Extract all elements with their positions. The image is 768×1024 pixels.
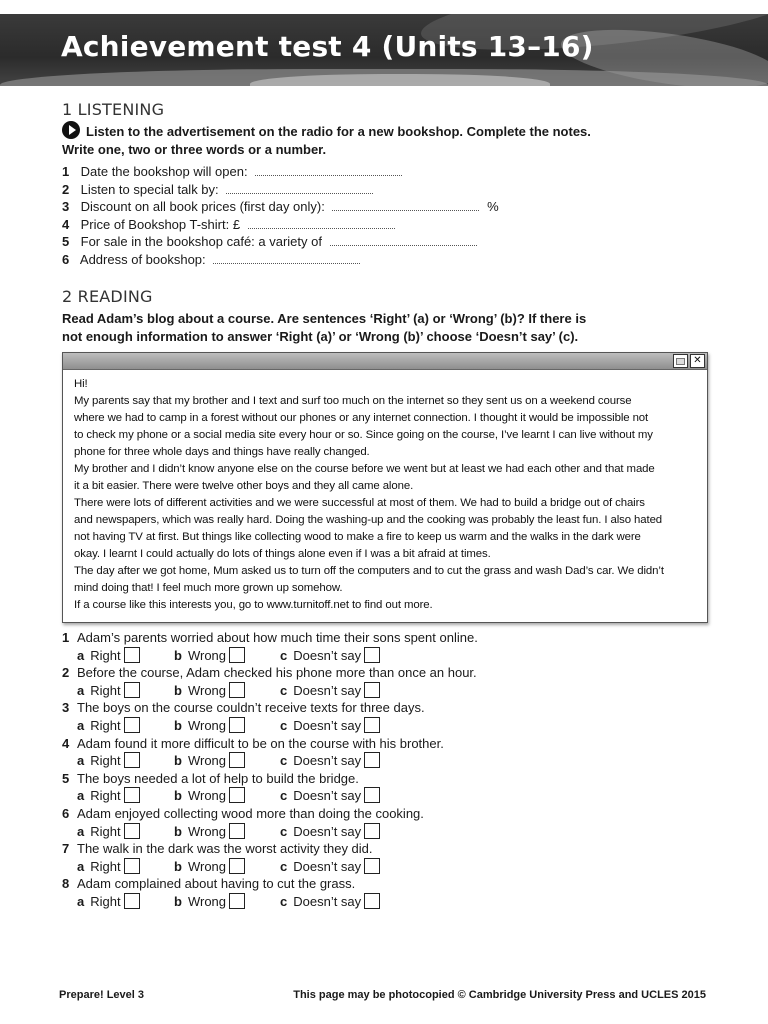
- wrong-checkbox[interactable]: [229, 647, 245, 663]
- doesnt-say-checkbox[interactable]: [364, 787, 380, 803]
- option-label: Wrong: [187, 717, 227, 733]
- wrong-checkbox[interactable]: [229, 717, 245, 733]
- option-letter: b: [174, 858, 182, 874]
- option-letter: c: [280, 788, 288, 804]
- option-label: Wrong: [187, 823, 227, 839]
- option-label: Doesn’t say: [293, 788, 362, 804]
- question-text: Adam complained about having to cut the grass.: [77, 876, 356, 892]
- note-number: 4: [62, 216, 70, 232]
- question-line: [62, 805, 478, 823]
- note-number: 6: [62, 251, 70, 267]
- option-letter: c: [280, 893, 288, 909]
- reading-instructions: [62, 310, 622, 346]
- question-line: [62, 699, 478, 717]
- blog-line: okay. I learnt I could actually do lots of things alone even if I was a bit afraid at times.: [74, 548, 491, 560]
- option-letter: a: [77, 893, 85, 909]
- question-text: The boys needed a lot of help to build the bridge.: [77, 770, 359, 786]
- reading-questions: [62, 629, 478, 911]
- blog-line: and newspapers, which was really hard. Doing the washing-up and the cooking was probably the least fun. I also hated: [74, 514, 663, 526]
- option-label: Right: [90, 753, 121, 769]
- option-right[interactable]: [77, 787, 140, 805]
- question-number: 4: [62, 735, 70, 751]
- option-letter: b: [174, 753, 182, 769]
- note-number: 2: [62, 181, 70, 197]
- answer-blank[interactable]: [248, 218, 395, 229]
- note-row: [62, 181, 499, 199]
- option-label: Doesn’t say: [293, 858, 362, 874]
- blog-line: The day after we got home, Mum asked us to turn off the computers and to cut the grass and wash Dad’s car. We didn’t: [74, 565, 664, 577]
- option-right[interactable]: [77, 858, 140, 876]
- right-checkbox[interactable]: [124, 893, 140, 909]
- blog-line: If a course like this interests you, go to www.turnitoff.net to find out more.: [74, 599, 433, 611]
- answer-options: [62, 647, 478, 665]
- question-text: Adam enjoyed collecting wood more than doing the cooking.: [77, 805, 424, 821]
- doesnt-say-checkbox[interactable]: [364, 752, 380, 768]
- question-number: 1: [62, 630, 70, 645]
- option-letter: b: [174, 788, 182, 804]
- question-text: Before the course, Adam checked his phone more than once an hour.: [77, 665, 477, 681]
- listening-instructions: [62, 121, 622, 159]
- option-label: Doesn’t say: [293, 753, 362, 769]
- answer-options: [62, 823, 478, 841]
- option-doesnt-say[interactable]: [280, 647, 380, 665]
- option-doesnt-say[interactable]: [280, 717, 380, 735]
- blog-window-titlebar: [63, 353, 707, 370]
- doesnt-say-checkbox[interactable]: [364, 893, 380, 909]
- question-item: [62, 805, 478, 840]
- right-checkbox[interactable]: [124, 752, 140, 768]
- doesnt-say-checkbox[interactable]: [364, 823, 380, 839]
- option-label: Wrong: [187, 647, 227, 663]
- option-letter: c: [280, 717, 288, 733]
- reading-instruction-line-2: not enough information to answer ‘Right (a)’ or ‘Wrong (b)’ choose ‘Doesn’t say’ (c).: [62, 329, 579, 344]
- option-label: Wrong: [187, 893, 227, 909]
- option-wrong[interactable]: [174, 787, 245, 805]
- listening-instruction-line-2: Write one, two or three words or a number.: [62, 142, 327, 157]
- blog-line: Hi!: [74, 378, 88, 390]
- right-checkbox[interactable]: [124, 858, 140, 874]
- option-letter: a: [77, 788, 85, 804]
- listening-instruction-line-1: Listen to the advertisement on the radio for a new bookshop. Complete the notes.: [86, 124, 591, 139]
- option-doesnt-say[interactable]: [280, 752, 380, 770]
- page-top-margin: [0, 0, 768, 14]
- question-text: Adam’s parents worried about how much time their sons spent online.: [77, 630, 478, 645]
- answer-options: [62, 787, 478, 805]
- blog-line: phone for three whole days and things have really changed.: [74, 446, 370, 458]
- note-row: [62, 163, 499, 181]
- doesnt-say-checkbox[interactable]: [364, 858, 380, 874]
- option-label: Wrong: [187, 753, 227, 769]
- doesnt-say-checkbox[interactable]: [364, 682, 380, 698]
- note-row: [62, 233, 499, 251]
- option-label: Right: [90, 717, 121, 733]
- question-item: [62, 699, 478, 734]
- right-checkbox[interactable]: [124, 647, 140, 663]
- note-text: For sale in the bookshop café: a variety of: [80, 234, 322, 250]
- listening-heading: 1 LISTENING: [62, 100, 165, 119]
- option-label: Wrong: [187, 682, 227, 698]
- question-number: 2: [62, 665, 70, 681]
- option-right[interactable]: [77, 823, 140, 841]
- question-text: The boys on the course couldn’t receive texts for three days.: [77, 700, 425, 716]
- question-item: [62, 875, 478, 910]
- question-line: [62, 840, 478, 858]
- option-letter: c: [280, 858, 288, 874]
- answer-options: [62, 858, 478, 876]
- question-line: [62, 664, 478, 682]
- question-text: Adam found it more difficult to be on the course with his brother.: [77, 735, 444, 751]
- note-number: 1: [62, 164, 70, 179]
- answer-options: [62, 717, 478, 735]
- answer-blank[interactable]: [330, 235, 477, 246]
- question-item: [62, 664, 478, 699]
- option-right[interactable]: [77, 647, 140, 665]
- wrong-checkbox[interactable]: [229, 893, 245, 909]
- option-wrong[interactable]: [174, 858, 245, 876]
- option-letter: c: [280, 682, 288, 698]
- banner-brush-stroke: [250, 74, 550, 86]
- note-text: Date the bookshop will open:: [80, 164, 248, 179]
- wrong-checkbox[interactable]: [229, 682, 245, 698]
- option-wrong[interactable]: [174, 682, 245, 700]
- option-label: Wrong: [187, 858, 227, 874]
- blog-line: My parents say that my brother and I text and surf too much on the internet so they sent us on a weekend course: [74, 395, 632, 407]
- right-checkbox[interactable]: [124, 787, 140, 803]
- option-doesnt-say[interactable]: [280, 787, 380, 805]
- option-doesnt-say[interactable]: [280, 893, 380, 911]
- option-letter: c: [280, 647, 288, 663]
- blog-line: where we had to camp in a forest without our phones or any internet connection. I thought it would be impossible not: [74, 412, 649, 424]
- reading-instruction-line-1: Read Adam’s blog about a course. Are sentences ‘Right’ (a) or ‘Wrong’ (b)? If there is: [62, 311, 587, 326]
- blog-window: [62, 352, 708, 623]
- answer-blank[interactable]: [255, 165, 402, 176]
- reading-heading: 2 READING: [62, 287, 153, 306]
- note-number: 3: [62, 199, 70, 215]
- option-label: Doesn’t say: [293, 647, 362, 663]
- option-letter: c: [280, 823, 288, 839]
- option-wrong[interactable]: [174, 752, 245, 770]
- doesnt-say-checkbox[interactable]: [364, 647, 380, 663]
- option-label: Doesn’t say: [293, 717, 362, 733]
- option-label: Right: [90, 647, 121, 663]
- option-letter: a: [77, 753, 85, 769]
- option-right[interactable]: [77, 752, 140, 770]
- question-line: [62, 735, 478, 753]
- doesnt-say-checkbox[interactable]: [364, 717, 380, 733]
- question-number: 6: [62, 805, 70, 821]
- right-checkbox[interactable]: [124, 717, 140, 733]
- option-letter: c: [280, 753, 288, 769]
- option-label: Right: [90, 893, 121, 909]
- note-row: [62, 251, 499, 269]
- option-label: Right: [90, 788, 121, 804]
- note-text: Listen to special talk by:: [80, 181, 219, 197]
- question-line: [62, 629, 478, 647]
- option-wrong[interactable]: [174, 823, 245, 841]
- page-title: Achievement test 4 (Units 13–16): [61, 30, 594, 63]
- question-line: [62, 770, 478, 788]
- wrong-checkbox[interactable]: [229, 858, 245, 874]
- option-label: Doesn’t say: [293, 893, 362, 909]
- blog-line: My brother and I didn’t know anyone else on the course before we went but at least we had each other and that made: [74, 463, 655, 475]
- note-row: [62, 198, 499, 216]
- option-letter: b: [174, 682, 182, 698]
- question-item: [62, 629, 478, 664]
- answer-options: [62, 682, 478, 700]
- option-doesnt-say[interactable]: [280, 823, 380, 841]
- right-checkbox[interactable]: [124, 682, 140, 698]
- note-text: Discount on all book prices (first day only):: [80, 199, 325, 215]
- option-letter: a: [77, 858, 85, 874]
- note-text: Address of bookshop:: [79, 251, 206, 267]
- option-doesnt-say[interactable]: [280, 858, 380, 876]
- option-label: Doesn’t say: [293, 682, 362, 698]
- option-letter: b: [174, 893, 182, 909]
- footer-level: Prepare! Level 3: [59, 989, 144, 1001]
- option-label: Right: [90, 682, 121, 698]
- question-number: 5: [62, 770, 70, 786]
- blog-line: There were lots of different activities and we were successful at most of them. We had to build a bridge out of chairs: [74, 497, 645, 509]
- option-letter: a: [77, 647, 85, 663]
- blog-text: [63, 370, 707, 614]
- answer-blank[interactable]: [213, 253, 360, 264]
- blog-line: not having TV at first. But things like collecting wood to make a fire to keep us warm and the walks in the dark were: [74, 531, 641, 543]
- answer-blank[interactable]: [332, 200, 479, 211]
- question-number: 7: [62, 841, 70, 857]
- option-right[interactable]: [77, 893, 140, 911]
- listening-notes: [62, 163, 499, 269]
- note-number: 5: [62, 234, 70, 250]
- wrong-checkbox[interactable]: [229, 823, 245, 839]
- option-letter: b: [174, 823, 182, 839]
- option-right[interactable]: [77, 682, 140, 700]
- right-checkbox[interactable]: [124, 823, 140, 839]
- option-wrong[interactable]: [174, 647, 245, 665]
- question-item: [62, 840, 478, 875]
- question-item: [62, 770, 478, 805]
- option-wrong[interactable]: [174, 717, 245, 735]
- note-text: Price of Bookshop T-shirt: £: [80, 216, 241, 232]
- option-right[interactable]: [77, 717, 140, 735]
- question-number: 3: [62, 700, 70, 716]
- option-label: Right: [90, 823, 121, 839]
- note-row: [62, 216, 499, 234]
- answer-options: [62, 893, 478, 911]
- answer-options: [62, 752, 478, 770]
- option-letter: a: [77, 823, 85, 839]
- blog-line: mind doing that! I feel much more grown up somehow.: [74, 582, 343, 594]
- option-letter: b: [174, 717, 182, 733]
- option-label: Doesn’t say: [293, 823, 362, 839]
- note-suffix: %: [487, 199, 499, 215]
- wrong-checkbox[interactable]: [229, 787, 245, 803]
- footer-copyright: This page may be photocopied © Cambridge University Press and UCLES 2015: [293, 989, 706, 1001]
- blog-line: to check my phone or a social media site every hour or so. Since going on the course, I’ve learnt I can live without my: [74, 429, 653, 441]
- option-letter: a: [77, 717, 85, 733]
- question-text: The walk in the dark was the worst activity they did.: [77, 841, 373, 857]
- header-banner: [0, 14, 768, 86]
- option-letter: b: [174, 647, 182, 663]
- option-label: Wrong: [187, 788, 227, 804]
- option-doesnt-say[interactable]: [280, 682, 380, 700]
- question-item: [62, 735, 478, 770]
- question-number: 8: [62, 876, 70, 892]
- question-line: [62, 875, 478, 893]
- blog-line: it a bit easier. There were twelve other boys and they all came alone.: [74, 480, 414, 492]
- answer-blank[interactable]: [226, 183, 373, 194]
- wrong-checkbox[interactable]: [229, 752, 245, 768]
- option-letter: a: [77, 682, 85, 698]
- option-label: Right: [90, 858, 121, 874]
- window-close-icon[interactable]: ✕: [690, 354, 705, 368]
- audio-play-icon[interactable]: [62, 121, 80, 139]
- window-minimize-icon[interactable]: [673, 354, 688, 368]
- option-wrong[interactable]: [174, 893, 245, 911]
